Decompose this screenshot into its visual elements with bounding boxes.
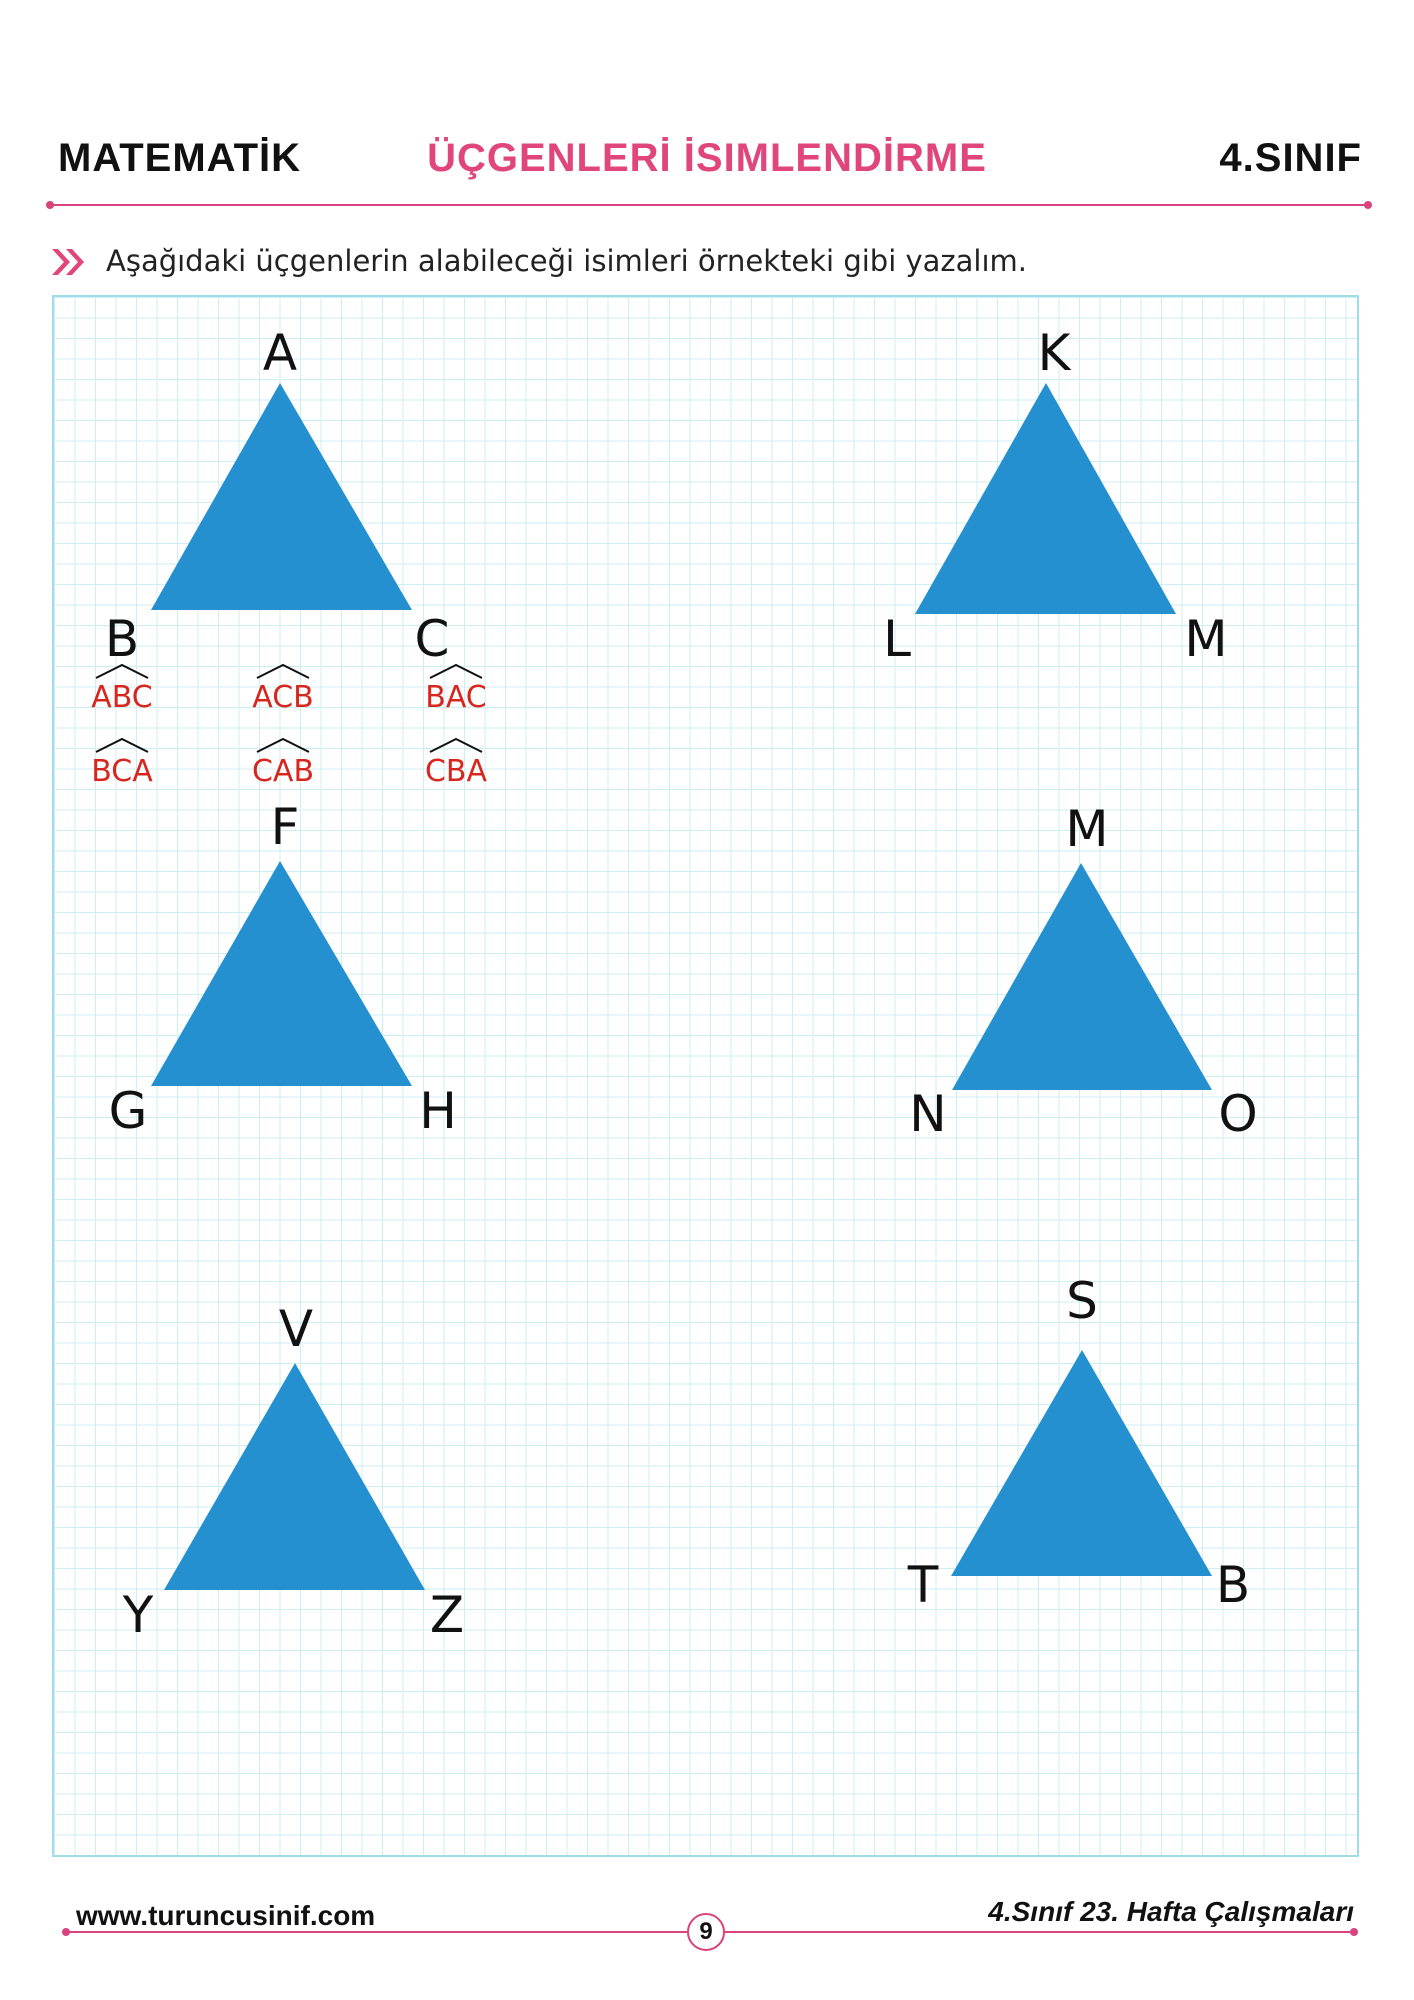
triangle-abc (151, 383, 412, 610)
footer-url: www.turuncusinif.com (76, 1900, 376, 1931)
angle-hat-acb (257, 665, 309, 678)
example-name-abc: ABC (91, 680, 153, 715)
vertex-label-vyz-right: Z (429, 1586, 465, 1644)
vertex-label-klm-top: K (1037, 324, 1071, 382)
example-name-bac: BAC (425, 680, 487, 715)
vertex-label-klm-right: M (1184, 610, 1228, 668)
example-name-cab: CAB (251, 754, 315, 789)
triangle-klm (915, 383, 1176, 614)
vertex-label-stb-right: B (1215, 1556, 1251, 1614)
vertex-label-abc-top: A (262, 324, 298, 382)
page-title: ÜÇGENLERİ İSIMLENDİRME (427, 136, 987, 180)
vertex-label-mno-left: N (909, 1085, 947, 1143)
vertex-label-stb-left: T (907, 1556, 939, 1614)
example-name-acb: ACB (252, 680, 314, 715)
triangle-vyz (164, 1363, 425, 1590)
vertex-label-stb-top: S (1066, 1272, 1098, 1330)
footer-week: 4.Sınıf 23. Hafta Çalışmaları (988, 1896, 1354, 1927)
page-number: 9 (687, 1913, 725, 1951)
vertex-label-fgh-left: G (108, 1082, 148, 1140)
vertex-label-klm-left: L (883, 610, 911, 668)
example-name-bca: BCA (91, 754, 153, 789)
triangle-mno (952, 863, 1212, 1090)
triangle-stb (951, 1350, 1212, 1576)
instruction-text: Aşağıdaki üçgenlerin alabileceği isimleri örnekteki gibi yazalım. (106, 244, 1027, 278)
triangle-fgh (151, 861, 412, 1086)
footer-dot-right (1350, 1928, 1358, 1936)
subject-label: MATEMATİK (58, 136, 302, 180)
angle-hat-cba (430, 739, 482, 752)
vertex-label-mno-right: O (1218, 1085, 1258, 1143)
grade-label: 4.SINIF (1219, 136, 1362, 180)
vertex-label-mno-top: M (1065, 800, 1109, 858)
angle-hat-cab (257, 739, 309, 752)
vertex-label-fgh-right: H (419, 1082, 457, 1140)
footer-dot-left (62, 1928, 70, 1936)
example-name-cba: CBA (424, 754, 488, 789)
angle-hat-bca (96, 739, 148, 752)
vertex-label-vyz-top: V (278, 1300, 314, 1358)
vertex-label-abc-right: C (414, 610, 450, 668)
vertex-label-fgh-top: F (270, 798, 300, 856)
vertex-label-vyz-left: Y (122, 1586, 154, 1644)
vertex-label-abc-left: B (104, 610, 140, 668)
